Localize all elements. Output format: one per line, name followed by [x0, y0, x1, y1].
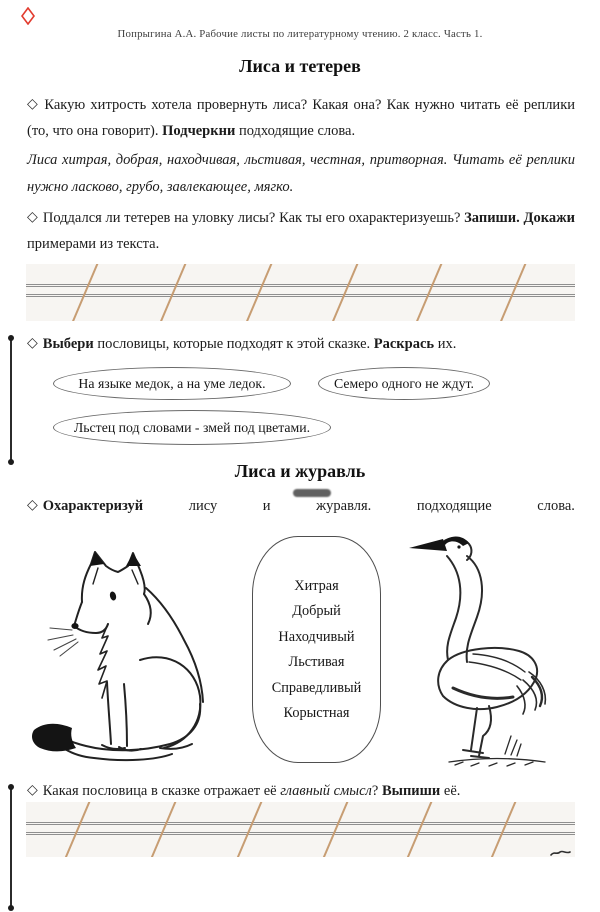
slant-guide-line: [488, 802, 517, 857]
traits-list: [253, 574, 380, 726]
task4-word-2: и: [262, 498, 271, 514]
task-write-proverb: [27, 778, 575, 804]
task1-tail: подходящие слова.: [235, 123, 356, 139]
diamond-bullet-icon: ◇: [27, 782, 38, 798]
print-artifact: [293, 489, 331, 497]
guide-line: [26, 296, 575, 297]
trait-word: Находчивый: [278, 628, 355, 645]
task2-verb1: Запиши.: [464, 210, 524, 226]
crane-illustration: [393, 522, 565, 774]
task5-verb: Выпиши: [381, 783, 441, 799]
proverb-1-text: На языке медок, а на уме ледок.: [78, 375, 266, 391]
slant-guide-line: [404, 802, 433, 857]
task-choose-proverbs: [27, 331, 575, 357]
task2-tail: примерами из текста.: [27, 236, 160, 252]
task5-mid: ?: [371, 783, 382, 799]
task-characterize-fox-and-crane: [27, 498, 575, 515]
guide-line: [26, 824, 575, 825]
fox-illustration: [20, 532, 235, 772]
slant-guide-line: [234, 802, 263, 857]
task5-emphasis: главный смысл: [280, 783, 372, 799]
story-title-fox-and-crane: Лиса и журавль: [234, 461, 366, 481]
task-underline-words: [27, 92, 575, 144]
slant-guide-line: [330, 264, 359, 321]
diamond-bullet-icon: ◇: [27, 335, 38, 351]
page-header: Попрыгина А.А. Рабочие листы по литературному чтению. 2 класс. Часть 1.: [117, 28, 483, 40]
trait-word: Справедливый: [271, 679, 362, 696]
trait-word: Хитрая: [294, 578, 339, 594]
slant-guide-line: [320, 802, 349, 857]
proverb-2-text: Семеро одного не ждут.: [334, 375, 474, 391]
task4-word-4: подходящие: [416, 498, 492, 514]
task5-text: Какая пословица в сказке отражает её: [42, 783, 281, 799]
guide-line: [26, 294, 575, 295]
red-diamond-marker-icon: [21, 7, 35, 25]
task4-word-3: журавля.: [316, 498, 372, 514]
task3-verb2: Раскрась: [373, 336, 435, 352]
diamond-bullet-icon: ◇: [27, 96, 40, 112]
guide-line: [26, 284, 575, 285]
task4-word-5: слова.: [537, 498, 575, 514]
task3-text: пословицы, которые подходят к этой сказке.: [93, 336, 374, 352]
proverb-oval-3[interactable]: [53, 410, 331, 445]
slant-guide-line: [158, 264, 187, 321]
task4-word-0: ◇ Охарактеризуй: [27, 497, 144, 514]
word-options-italic: Лиса хитрая, добрая, находчивая, льстивая, честная, притворная. Читать её реплики нужно ласково, грубо, завлекающее, мягко.: [27, 152, 575, 195]
guide-line: [26, 286, 575, 287]
proverb-oval-1[interactable]: [53, 367, 291, 400]
handwriting-lines-1[interactable]: [26, 264, 575, 321]
slant-guide-line: [148, 802, 177, 857]
margin-marker-line: [10, 338, 12, 462]
diamond-bullet-icon: ◇: [27, 497, 38, 513]
slant-guide-line: [70, 264, 99, 321]
proverb-3-text: Льстец под словами - змей под цветами.: [73, 419, 311, 435]
guide-line: [26, 832, 575, 833]
task2-text: Поддался ли тетерев на уловку лисы? Как ты его охарактеризуешь?: [42, 210, 465, 226]
slant-guide-line: [62, 802, 91, 857]
traits-capsule[interactable]: [252, 536, 381, 763]
task3-tail: их.: [434, 336, 457, 352]
trait-word: Корыстная: [283, 705, 350, 722]
task-characterize-grouse: [27, 205, 575, 257]
task3-verb1: Выбери: [42, 336, 94, 352]
slant-guide-line: [498, 264, 527, 321]
slant-guide-line: [244, 264, 273, 321]
task2-verb2: Докажи: [523, 210, 575, 226]
trait-word: Льстивая: [288, 654, 345, 671]
task1-verb: Подчеркни: [162, 123, 236, 139]
handwriting-lines-2[interactable]: [26, 802, 575, 857]
diamond-bullet-icon: ◇: [27, 209, 38, 225]
proverb-oval-2[interactable]: [318, 367, 490, 400]
slant-guide-line: [414, 264, 443, 321]
ink-scribble-icon: [550, 849, 572, 858]
task4-word-1: лису: [188, 498, 218, 514]
guide-line: [26, 822, 575, 823]
task1-text: Какую хитрость хотела провернуть лиса? Какая она? Как нужно читать её реплики (то, что она говорит).: [27, 97, 575, 139]
trait-word: Добрый: [292, 603, 341, 620]
task5-tail: её.: [440, 783, 461, 799]
margin-marker-line: [10, 787, 12, 908]
story-title-fox-and-grouse: Лиса и тетерев: [239, 56, 361, 76]
guide-line: [26, 834, 575, 835]
